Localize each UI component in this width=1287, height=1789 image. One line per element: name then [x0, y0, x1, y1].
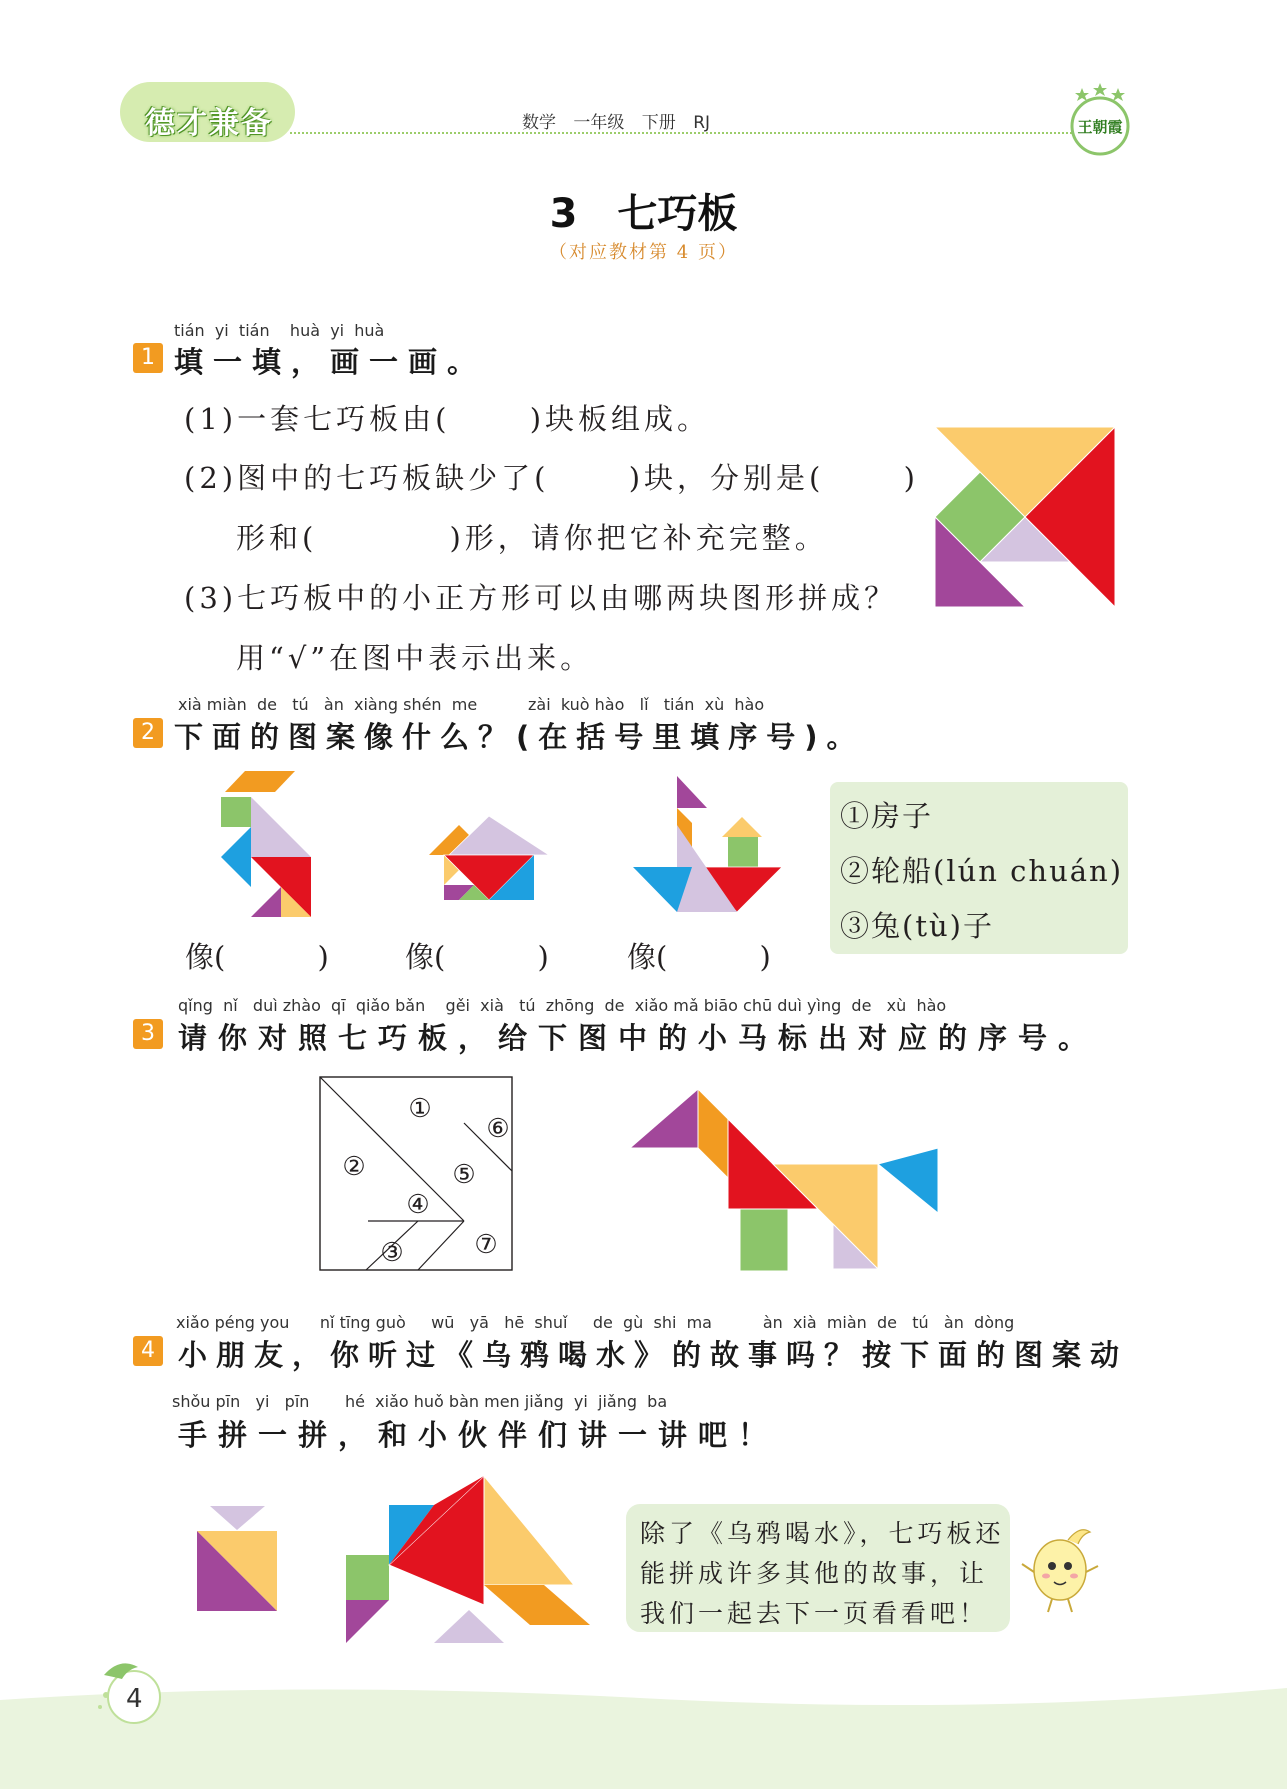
q1-line-5: 用“√”在图中表示出来。 — [236, 641, 594, 675]
q4-pinyin-1: xiǎo péng you nǐ tīng guò wū yā hē shuǐ de gù shi ma àn xià miàn de tú àn dòng — [176, 1313, 1015, 1332]
crow-head-green — [346, 1555, 389, 1600]
crow-wing-yellow — [484, 1476, 574, 1585]
rabbit-chest-blue — [221, 827, 251, 887]
piece-label-5: ⑤ — [452, 1160, 476, 1190]
piece-label-3: ③ — [380, 1238, 404, 1268]
q4-pinyin-2: shǒu pīn yi pīn hé xiǎo huǒ bàn men jiǎng yi jiǎng ba — [172, 1392, 668, 1411]
option-rabbit: ③兔(tù)子 — [840, 909, 994, 943]
ship-chimney-green — [728, 837, 758, 867]
q1-number-badge: 1 — [133, 343, 163, 373]
q1-incomplete-tangram — [930, 420, 1120, 620]
piece-label-6: ⑥ — [486, 1114, 510, 1144]
q1-line-1: (1)一套七巧板由( )块板组成。 — [184, 402, 711, 436]
jar-lid-lavender — [210, 1506, 265, 1530]
tangram-horse — [628, 1088, 940, 1274]
mascot-speech-bubble — [626, 1504, 1010, 1632]
rabbit-body-lavender — [251, 797, 311, 857]
course-info: 数学 一年级 下册 RJ — [522, 113, 711, 133]
mascot-character — [1020, 1520, 1100, 1615]
tangram-ship — [632, 775, 787, 915]
horse-leg-green — [740, 1209, 788, 1271]
q2-options-box — [830, 782, 1128, 954]
q1-pinyin: tián yi tián huà yi huà — [174, 321, 385, 340]
q2-answer-1[interactable]: 像( ) — [185, 940, 329, 974]
bubble-line-1: 除了《乌鸦喝水》，七巧板还 — [640, 1519, 1005, 1548]
bubble-line-2: 能拼成许多其他的故事，让 — [640, 1559, 989, 1588]
publisher-badge — [1060, 80, 1140, 160]
q4-line-1: 小朋友，你听过《乌鸦喝水》的故事吗？按下面的图案动 — [178, 1338, 1129, 1372]
q1-line-4: (3)七巧板中的小正方形可以由哪两块图形拼成？ — [184, 581, 898, 615]
tangram-jar — [195, 1505, 280, 1617]
rabbit-head-square — [221, 797, 251, 827]
tangram-crow — [344, 1475, 594, 1645]
q3-number-badge: 3 — [133, 1019, 163, 1049]
option-ship: ②轮船(lún chuán) — [840, 854, 1124, 888]
q2-answer-2[interactable]: 像( ) — [405, 940, 549, 974]
rabbit-purple — [251, 887, 281, 917]
q4-line-2: 手拼一拼，和小伙伴们讲一讲吧！ — [178, 1418, 779, 1452]
q3-pinyin: qǐng nǐ duì zhào qī qiǎo bǎn gěi xià tú zhōng de xiǎo mǎ biāo chū duì yìng de xù hào — [178, 996, 947, 1015]
q2-answer-3[interactable]: 像( ) — [627, 940, 771, 974]
page-title: 3 七巧板 — [549, 191, 738, 237]
page-subtitle: （对应教材第 4 页） — [549, 242, 738, 263]
ship-flag-purple — [677, 776, 707, 808]
tangram-reference-square — [318, 1075, 516, 1275]
q2-number-badge: 2 — [133, 718, 163, 748]
tangram-rabbit — [215, 770, 320, 920]
crow-tail-orange — [484, 1585, 590, 1625]
q3-title: 请你对照七巧板，给下图中的小马标出对应的序号。 — [178, 1021, 1099, 1055]
bubble-line-3: 我们一起去下一页看看吧！ — [640, 1599, 989, 1628]
piece-label-1: ① — [408, 1094, 432, 1124]
option-house: ①房子 — [840, 799, 934, 833]
q1-line-3: 形和( )形，请你把它补充完整。 — [236, 521, 828, 555]
horse-head-purple — [630, 1089, 698, 1148]
q1-title: 填一填，画一画。 — [174, 345, 487, 379]
badge-text: 王朝霞 — [1077, 118, 1123, 136]
piece-label-7: ⑦ — [474, 1230, 498, 1260]
horse-neck-orange — [698, 1089, 728, 1178]
tangram-house — [428, 815, 550, 900]
q4-number-badge: 4 — [133, 1336, 163, 1366]
ship-chimney-yellow — [722, 817, 762, 837]
piece-label-4: ④ — [406, 1190, 430, 1220]
q1-line-2: (2)图中的七巧板缺少了( )块，分别是( ) — [184, 461, 919, 495]
crow-foot-lavender — [434, 1610, 504, 1643]
q2-title: 下面的图案像什么？(在括号里填序号)。 — [174, 720, 865, 754]
crow-beak-purple — [346, 1600, 389, 1643]
page-number: 4 — [126, 1684, 143, 1714]
horse-tail-blue — [878, 1148, 938, 1213]
piece-label-2: ② — [342, 1152, 366, 1182]
footer-wave — [0, 1680, 1287, 1789]
q2-pinyin: xià miàn de tú àn xiàng shén me zài kuò hào lǐ tián xù hào — [178, 695, 765, 714]
rabbit-ear-parallelogram — [225, 771, 295, 792]
brand-name: 德才兼备 — [145, 106, 273, 141]
